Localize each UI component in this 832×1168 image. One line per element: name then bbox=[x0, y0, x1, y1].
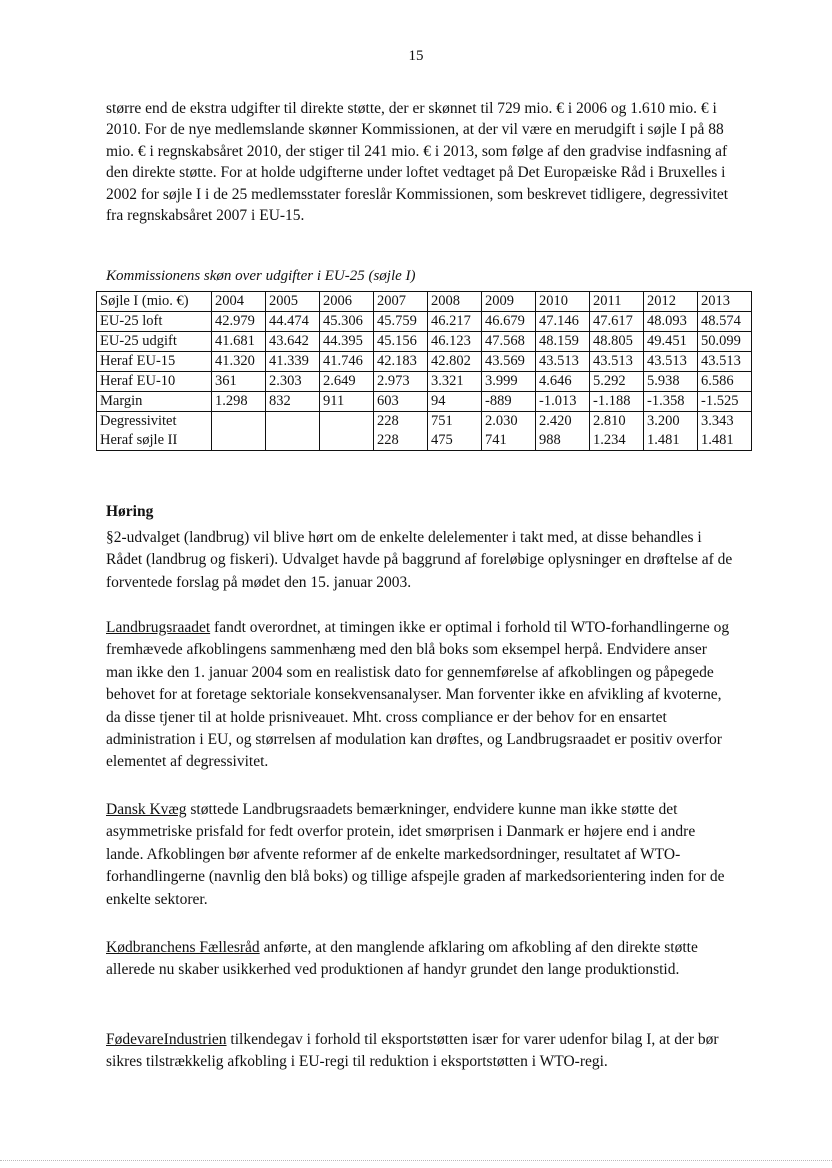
value-cell: 43.513 bbox=[590, 352, 644, 372]
value-cell bbox=[266, 431, 320, 451]
value-cell: 741 bbox=[482, 431, 536, 451]
budget-table bbox=[96, 291, 752, 451]
row-label-cell: Heraf EU-10 bbox=[97, 372, 212, 392]
value-cell: 3.999 bbox=[482, 372, 536, 392]
value-cell: 45.759 bbox=[374, 312, 428, 332]
value-cell: 48.159 bbox=[536, 332, 590, 352]
entry-landbrugsraadet bbox=[106, 617, 736, 774]
value-cell: 2.303 bbox=[266, 372, 320, 392]
value-cell: 603 bbox=[374, 392, 428, 412]
row-label-cell: Heraf søjle II bbox=[97, 431, 212, 451]
value-cell: 2013 bbox=[698, 292, 752, 312]
table-header-row bbox=[97, 292, 752, 312]
value-cell: 41.320 bbox=[212, 352, 266, 372]
value-cell: 3.200 bbox=[644, 412, 698, 432]
value-cell: 5.938 bbox=[644, 372, 698, 392]
value-cell: 43.569 bbox=[482, 352, 536, 372]
value-cell: 911 bbox=[320, 392, 374, 412]
value-cell: 43.513 bbox=[536, 352, 590, 372]
value-cell: 2010 bbox=[536, 292, 590, 312]
entry-text: anførte, at den manglende afklaring om afkobling af den direkte støtte allerede nu skaber usikkerhed ved produktionen af handyr grundet den lange produktionstid. bbox=[106, 939, 698, 979]
org-name: Dansk Kvæg bbox=[106, 801, 187, 818]
value-cell: 43.513 bbox=[698, 352, 752, 372]
value-cell: 48.093 bbox=[644, 312, 698, 332]
org-name: Landbrugsraadet bbox=[106, 619, 211, 636]
value-cell: 3.343 bbox=[698, 412, 752, 432]
value-cell bbox=[212, 431, 266, 451]
entry-text: støttede Landbrugsraadets bemærkninger, endvidere kunne man ikke støtte det asymmetriske prisfald for fedt overfor protein, idet smørprisen i Danmark er højere end i andre lande. Afkoblingen bør afvente reformer af de enkelte markedsordninger, resultatet af WTO-forhandlingerne (navnlig den blå boks) og tillige afspejle graden af markedsorientering inden for de enkelte sektorer. bbox=[106, 801, 725, 908]
row-label-cell: Heraf EU-15 bbox=[97, 352, 212, 372]
value-cell: 3.321 bbox=[428, 372, 482, 392]
value-cell: 6.586 bbox=[698, 372, 752, 392]
value-cell: 94 bbox=[428, 392, 482, 412]
value-cell: 5.292 bbox=[590, 372, 644, 392]
value-cell: 2006 bbox=[320, 292, 374, 312]
value-cell: 42.802 bbox=[428, 352, 482, 372]
value-cell: 46.217 bbox=[428, 312, 482, 332]
row-label-cell: Margin bbox=[97, 392, 212, 412]
org-name: FødevareIndustrien bbox=[106, 1031, 227, 1048]
value-cell bbox=[212, 412, 266, 432]
value-cell: 47.617 bbox=[590, 312, 644, 332]
value-cell: 475 bbox=[428, 431, 482, 451]
row-label-cell: EU-25 udgift bbox=[97, 332, 212, 352]
entry-koedbranchen bbox=[106, 937, 736, 982]
row-label-cell: Degressivitet bbox=[97, 412, 212, 432]
value-cell: 1.298 bbox=[212, 392, 266, 412]
value-cell: 48.805 bbox=[590, 332, 644, 352]
value-cell: -1.013 bbox=[536, 392, 590, 412]
table-row bbox=[97, 332, 752, 352]
value-cell: -1.188 bbox=[590, 392, 644, 412]
value-cell: -1.525 bbox=[698, 392, 752, 412]
value-cell: 1.481 bbox=[644, 431, 698, 451]
value-cell: 42.979 bbox=[212, 312, 266, 332]
value-cell: 47.568 bbox=[482, 332, 536, 352]
table-row bbox=[97, 431, 752, 451]
value-cell: 43.642 bbox=[266, 332, 320, 352]
entry-foedevareindustrien bbox=[106, 1029, 736, 1074]
value-cell: 4.646 bbox=[536, 372, 590, 392]
table-caption: Kommissionens skøn over udgifter i EU-25 (søjle I) bbox=[106, 268, 416, 284]
table-row bbox=[97, 312, 752, 332]
value-cell: 2.420 bbox=[536, 412, 590, 432]
entry-text: tilkendegav i forhold til eksportstøtten især for varer udenfor bilag I, at der bør sikres tilstrækkelig afkobling i EU-regi til reduktion i eksportstøtten i WTO-regi. bbox=[106, 1031, 719, 1071]
value-cell: 228 bbox=[374, 431, 428, 451]
org-name: Kødbranchens Fællesråd bbox=[106, 939, 260, 956]
value-cell: 42.183 bbox=[374, 352, 428, 372]
value-cell: 1.481 bbox=[698, 431, 752, 451]
value-cell: -1.358 bbox=[644, 392, 698, 412]
row-label-cell: EU-25 loft bbox=[97, 312, 212, 332]
value-cell: 2.030 bbox=[482, 412, 536, 432]
intro-paragraph: større end de ekstra udgifter til direkte støtte, der er skønnet til 729 mio. € i 2006 og 1.610 mio. € i 2010. For de nye medlemslande skønner Kommissionen, at der vil være en merudgift i søjle I på 88 mio. € i regnskabsåret 2010, der stiger til 241 mio. € i 2013, som følge af den gradvise indfasning af den direkte støtte. For at holde udgifterne under loftet vedtaget på Det Europæiske Råd i Bruxelles i 2002 for søjle I i de 25 medlemsstater foreslår Kommissionen, som beskrevet tidligere, degressivitet fra regnskabsåret 2007 i EU-15. bbox=[106, 100, 729, 225]
value-cell: 2.810 bbox=[590, 412, 644, 432]
value-cell: 43.513 bbox=[644, 352, 698, 372]
table-row bbox=[97, 352, 752, 372]
section-heading: Høring bbox=[106, 503, 154, 520]
table-row bbox=[97, 372, 752, 392]
value-cell: 41.681 bbox=[212, 332, 266, 352]
entry-dansk-kvaeg bbox=[106, 799, 736, 911]
value-cell: 1.234 bbox=[590, 431, 644, 451]
value-cell: 45.156 bbox=[374, 332, 428, 352]
value-cell: 228 bbox=[374, 412, 428, 432]
value-cell: 49.451 bbox=[644, 332, 698, 352]
value-cell: 2009 bbox=[482, 292, 536, 312]
value-cell: 751 bbox=[428, 412, 482, 432]
value-cell: 2011 bbox=[590, 292, 644, 312]
value-cell: 2005 bbox=[266, 292, 320, 312]
value-cell: 48.574 bbox=[698, 312, 752, 332]
page-number: 15 bbox=[408, 48, 424, 64]
value-cell: 2.973 bbox=[374, 372, 428, 392]
value-cell: 2007 bbox=[374, 292, 428, 312]
value-cell: 2.649 bbox=[320, 372, 374, 392]
value-cell: 47.146 bbox=[536, 312, 590, 332]
footer-rule bbox=[0, 1160, 832, 1161]
value-cell: 41.339 bbox=[266, 352, 320, 372]
value-cell bbox=[320, 412, 374, 432]
value-cell: 832 bbox=[266, 392, 320, 412]
row-label-cell: Søjle I (mio. €) bbox=[97, 292, 212, 312]
value-cell: 2004 bbox=[212, 292, 266, 312]
value-cell: 45.306 bbox=[320, 312, 374, 332]
table-row bbox=[97, 412, 752, 432]
value-cell bbox=[320, 431, 374, 451]
value-cell: 41.746 bbox=[320, 352, 374, 372]
table-row bbox=[97, 392, 752, 412]
value-cell: 50.099 bbox=[698, 332, 752, 352]
value-cell: -889 bbox=[482, 392, 536, 412]
hearing-intro: §2-udvalget (landbrug) vil blive hørt om de enkelte delelementer i takt med, at disse behandles i Rådet (landbrug og fiskeri). Udvalget havde på baggrund af foreløbige oplysninger en drøftelse af de forventede forslag på mødet den 15. januar 2003. bbox=[106, 529, 733, 591]
value-cell: 46.123 bbox=[428, 332, 482, 352]
value-cell: 46.679 bbox=[482, 312, 536, 332]
value-cell: 2012 bbox=[644, 292, 698, 312]
value-cell: 44.395 bbox=[320, 332, 374, 352]
value-cell bbox=[266, 412, 320, 432]
value-cell: 361 bbox=[212, 372, 266, 392]
value-cell: 988 bbox=[536, 431, 590, 451]
entry-text: fandt overordnet, at timingen ikke er optimal i forhold til WTO-forhandlingerne og fremhævede afkoblingens sammenhæng med den blå boks som eksempel herpå. Endvidere anser man ikke den 1. januar 2004 som en realistisk dato for gennemførelse af afkoblingen og påpegede behovet for at foretage sektoriale konsekvensanalyser. Man forventer ikke en afvikling af kvoterne, da disse tjener til at holde prisniveauet. Mht. cross compliance er der behov for en ensartet administration i EU, og størrelsen af modulation kan drøftes, og Landbrugsraadet er positiv overfor elementet af degressivitet. bbox=[106, 619, 730, 771]
value-cell: 2008 bbox=[428, 292, 482, 312]
value-cell: 44.474 bbox=[266, 312, 320, 332]
